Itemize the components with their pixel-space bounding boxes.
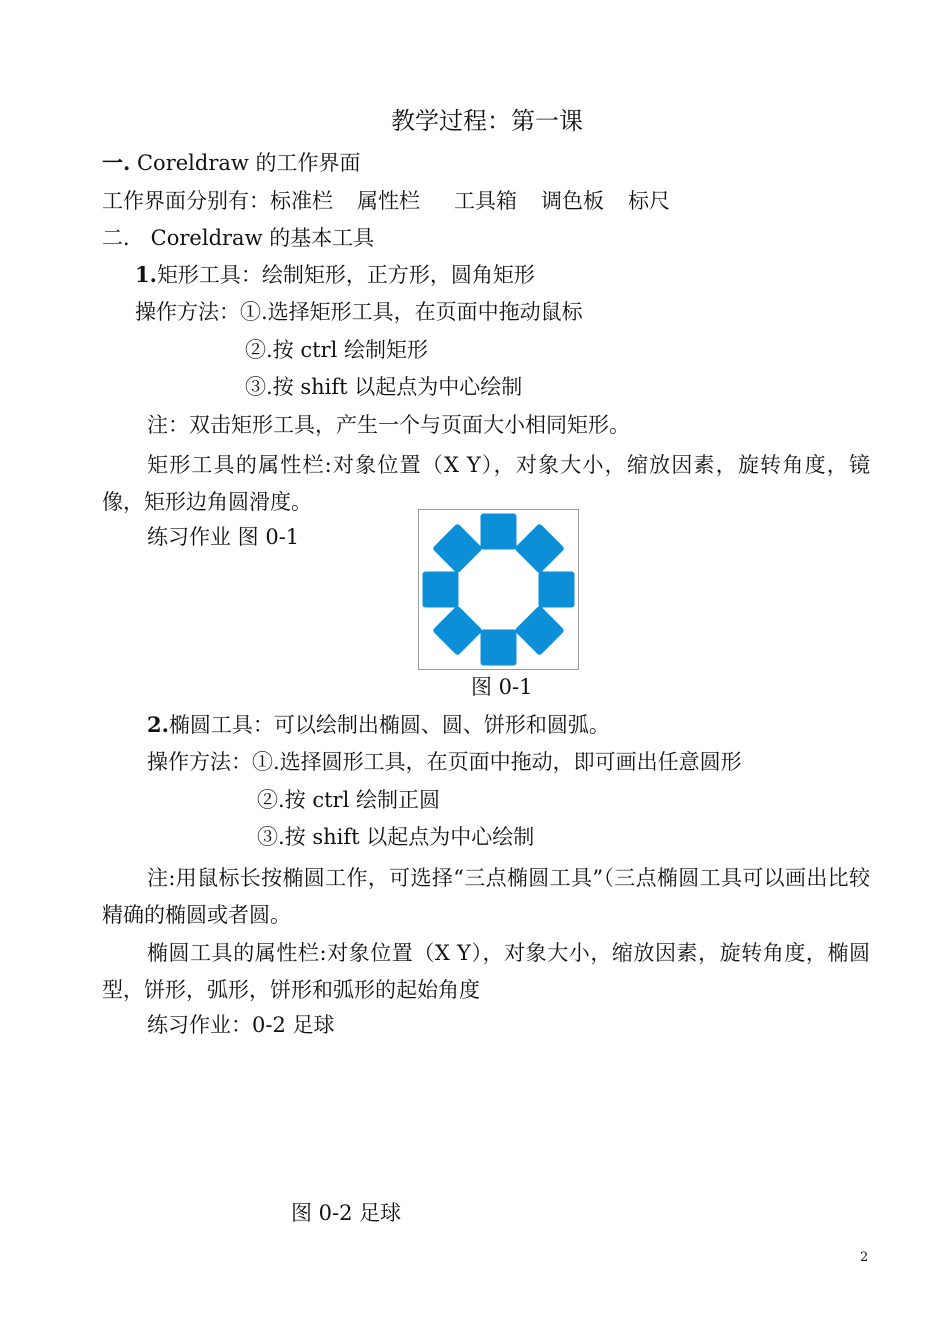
ellipse-tool-method-label: 操作方法： <box>147 750 252 774</box>
ellipse-tool-note: 注:用鼠标长按椭圆工作，可选择“三点椭圆工具”（三点椭圆工具可以画出比较精确的椭圆或者圆。 <box>102 866 870 927</box>
ellipse-tool-title <box>147 710 610 740</box>
section1-heading-text: Coreldraw 的工作界面 <box>130 151 361 175</box>
figure-square-3 <box>539 572 575 608</box>
figure-0-1-graphic <box>419 510 578 669</box>
page-number: 2 <box>860 1250 869 1265</box>
workspace-part-property: 属性栏 <box>357 189 420 213</box>
figure-square-7 <box>423 572 459 608</box>
section1-heading <box>102 148 361 178</box>
figure-0-2-caption: 图 0-2 足球 <box>291 1201 402 1225</box>
rect-tool-method-line <box>135 297 583 327</box>
rect-tool-note: 注：双击矩形工具，产生一个与页面大小相同矩形。 <box>147 413 630 437</box>
ellipse-tool-step-2: ②.按 ctrl 绘制正圆 <box>257 788 440 812</box>
workspace-parts-intro: 工作界面分别有： <box>102 189 270 213</box>
workspace-part-standard: 标准栏 <box>270 189 333 213</box>
ellipse-tool-number: 2. <box>147 712 169 737</box>
ellipse-tool-method-line <box>147 747 742 777</box>
section1-heading-number: 一. <box>102 150 131 175</box>
figure-square-8 <box>432 523 483 574</box>
rect-tool-step-1: ①.选择矩形工具，在页面中拖动鼠标 <box>240 300 583 324</box>
page-title: 教学过程：第一课 <box>391 107 583 135</box>
workspace-part-palette: 调色板 <box>541 189 604 213</box>
ellipse-tool-step-3: ③.按 shift 以起点为中心绘制 <box>257 825 535 849</box>
rect-tool-step-2: ②.按 ctrl 绘制矩形 <box>245 338 428 362</box>
figure-square-5 <box>481 630 517 666</box>
figure-square-4 <box>514 605 565 656</box>
ellipse-tool-property-bar: 椭圆工具的属性栏:对象位置（X Y），对象大小，缩放因素，旋转角度，椭圆型，饼形，弧形，饼形和弧形的起始角度 <box>102 941 870 1002</box>
ellipse-tool-title-text: 椭圆工具：可以绘制出椭圆、圆、饼形和圆弧。 <box>168 713 610 737</box>
figure-0-1 <box>418 509 579 670</box>
figure-square-6 <box>432 605 483 656</box>
figure-0-1-caption: 图 0-1 <box>471 675 533 699</box>
rect-tool-step-3: ③.按 shift 以起点为中心绘制 <box>245 375 523 399</box>
rect-tool-method-label: 操作方法： <box>135 300 240 324</box>
rect-tool-title <box>135 260 535 290</box>
workspace-parts-line <box>102 186 670 216</box>
figure-square-1 <box>481 514 517 550</box>
rect-tool-title-text: 矩形工具：绘制矩形，正方形，圆角矩形 <box>156 263 535 287</box>
rect-tool-number: 1. <box>135 262 157 287</box>
rect-tool-exercise: 练习作业 图 0-1 <box>147 525 300 549</box>
ellipse-tool-exercise: 练习作业：0-2 足球 <box>147 1013 335 1037</box>
figure-square-2 <box>514 523 565 574</box>
rect-tool-property-bar: 矩形工具的属性栏:对象位置（X Y），对象大小，缩放因素，旋转角度，镜像，矩形边角圆滑度。 <box>102 453 870 514</box>
workspace-part-ruler: 标尺 <box>628 189 670 213</box>
ellipse-tool-step-1: ①.选择圆形工具，在页面中拖动，即可画出任意圆形 <box>252 750 742 774</box>
workspace-part-toolbox: 工具箱 <box>454 189 517 213</box>
section2-heading: 二． Coreldraw 的基本工具 <box>102 226 375 250</box>
